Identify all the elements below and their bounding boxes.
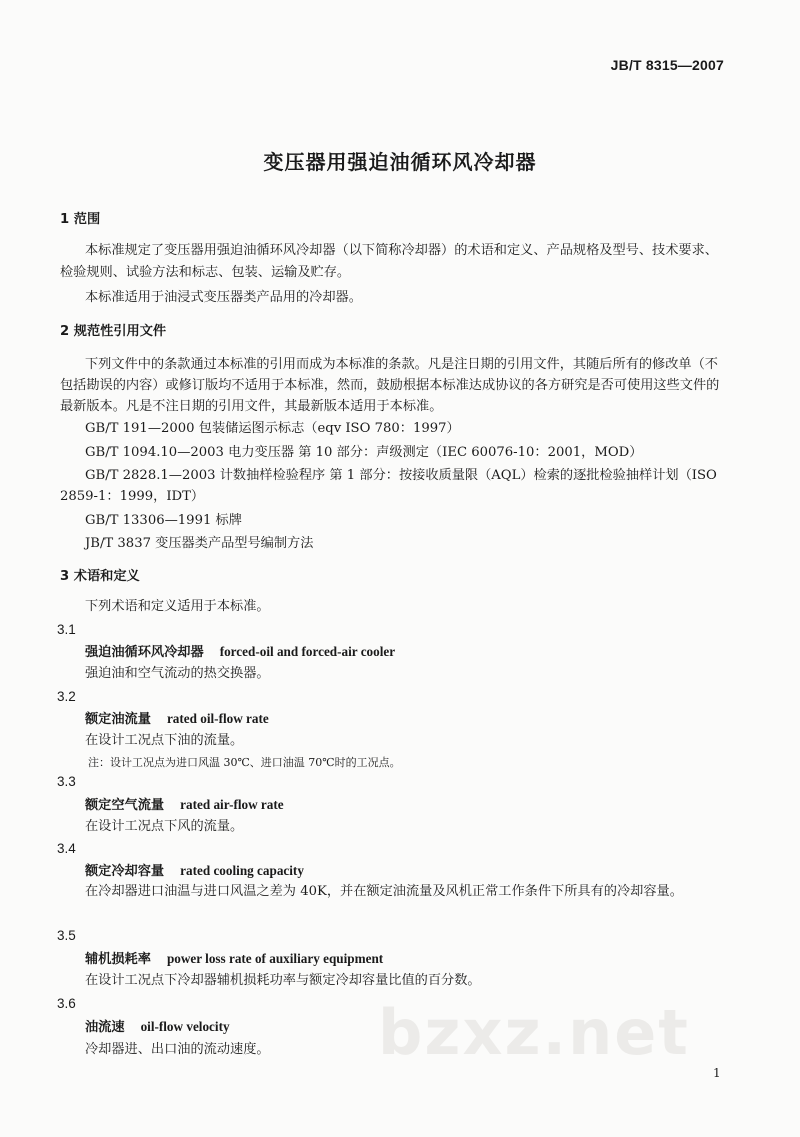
term-definition: 在设计工况点下冷却器辅机损耗功率与额定冷却容量比值的百分数。: [85, 973, 481, 988]
standard-id: JB/T 8315—2007: [610, 57, 724, 73]
term-note: 注：设计工况点为进口风温 30℃、进口油温 70℃时的工况点。: [88, 756, 401, 769]
term-cn: 辅机损耗率: [85, 952, 151, 967]
term-heading: [85, 861, 304, 881]
term-en: rated cooling capacity: [180, 863, 304, 878]
watermark: bzxz.net: [378, 996, 690, 1069]
term-cn: 额定空气流量: [85, 798, 165, 813]
section-1-para-1: 本标准规定了变压器用强迫油循环风冷却器（以下简称冷却器）的术语和定义、产品规格及型号、技术要求、检验规则、试验方法和标志、包装、运输及贮存。: [60, 243, 718, 280]
section-3-intro: 下列术语和定义适用于本标准。: [85, 599, 270, 614]
ref-item: GB/T 2828.1—2003 计数抽样检验程序 第 1 部分：按接收质量限（AQL）检索的逐批检验抽样计划（ISO 2859-1：1999，IDT）: [60, 468, 717, 504]
term-number: 3.5: [57, 928, 76, 943]
ref-item: GB/T 1094.10—2003 电力变压器 第 10 部分：声级测定（IEC 60076-10：2001，MOD）: [85, 445, 643, 460]
term-heading: [85, 642, 395, 662]
document-title: 变压器用强迫油循环风冷却器: [263, 150, 537, 174]
term-definition: 冷却器进、出口油的流动速度。: [85, 1042, 270, 1057]
term-number: 3.6: [57, 996, 76, 1011]
section-2-heading: 2 规范性引用文件: [60, 324, 167, 339]
ref-item: JB/T 3837 变压器类产品型号编制方法: [85, 536, 314, 551]
section-2-para-1: 下列文件中的条款通过本标准的引用而成为本标准的条款。凡是注日期的引用文件，其随后所有的修改单（不包括勘误的内容）或修订版均不适用于本标准，然而，鼓励根据本标准达成协议的各方研究是否可使用这些文件的最新版本。凡是不注日期的引用文件，其最新版本适用于本标准。: [60, 357, 720, 414]
term-en: forced-oil and forced-air cooler: [219, 644, 396, 659]
term-cn: 额定油流量: [85, 712, 151, 727]
term-heading: [85, 949, 383, 969]
term-number: 3.3: [57, 774, 76, 789]
term-heading: [85, 795, 284, 815]
term-heading: [85, 1017, 230, 1037]
term-en: power loss rate of auxiliary equipment: [166, 951, 384, 966]
page-number: 1: [713, 1066, 721, 1080]
term-number: 3.1: [57, 622, 76, 637]
term-definition: 在设计工况点下风的流量。: [85, 819, 244, 834]
term-number: 3.4: [57, 841, 76, 856]
term-en: oil-flow velocity: [140, 1019, 230, 1034]
section-1-heading: 1 范围: [60, 212, 101, 227]
term-en: rated oil-flow rate: [166, 711, 269, 726]
ref-item: GB/T 13306—1991 标牌: [85, 513, 242, 528]
term-definition: 在设计工况点下油的流量。: [85, 733, 244, 748]
term-heading: [85, 709, 269, 729]
term-en: rated air-flow rate: [180, 797, 284, 812]
term-cn: 强迫油循环风冷却器: [85, 645, 204, 660]
term-number: 3.2: [57, 689, 76, 704]
term-definition: 在冷却器进口油温与进口风温之差为 40K，并在额定油流量及风机正常工作条件下所具有的冷却容量。: [85, 884, 683, 899]
term-definition: 强迫油和空气流动的热交换器。: [85, 666, 270, 681]
section-1-para-2: 本标准适用于油浸式变压器类产品用的冷却器。: [85, 290, 362, 305]
term-cn: 额定冷却容量: [85, 864, 165, 879]
ref-item: GB/T 191—2000 包装储运图示标志（eqv ISO 780：1997）: [85, 421, 460, 436]
term-cn: 油流速: [85, 1020, 125, 1035]
section-3-heading: 3 术语和定义: [60, 569, 140, 584]
